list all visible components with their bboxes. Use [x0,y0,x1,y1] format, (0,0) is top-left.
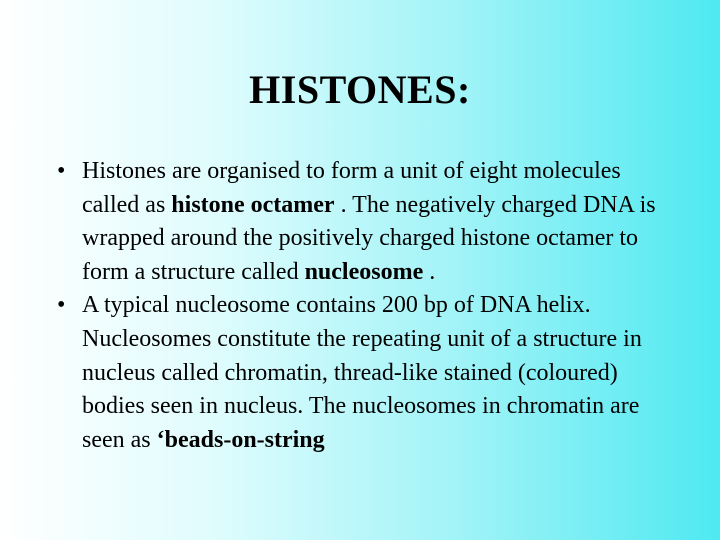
bullet-marker: • [57,292,66,319]
bullet-marker: • [57,158,66,184]
bullet-1-bold-nucleosome: nucleosome [304,258,424,285]
bullet-1-text-c: . [423,258,436,285]
bullet-1-text-a: Histones are organised to form a unit of eight molecules called as [82,158,621,218]
bullet-2-text-a: A typical nucleosome contains 200 bp of DNA helix. Nucleosomes constitute the repeating unit of a structure in nucleus called chromatin, thread-like stained (coloured) bodies seen in nucleus. The nucleosomes in chromatin are seen as [82,292,642,453]
slide-title [0,66,720,114]
bullet-2-bold-beads-on-string: ‘beads-on-string [156,426,325,453]
bullet-list [52,155,672,457]
bullet-1-bold-histone-octamer: histone octamer [171,191,335,218]
bullet-item-2 [52,289,672,457]
slide-title-text: HISTONES: [249,67,471,112]
bullet-1-text-b: . The negatively charged DNA is wrapped around the positively charged histone octamer to form a structure called [82,191,656,285]
bullet-item-1 [52,155,672,289]
